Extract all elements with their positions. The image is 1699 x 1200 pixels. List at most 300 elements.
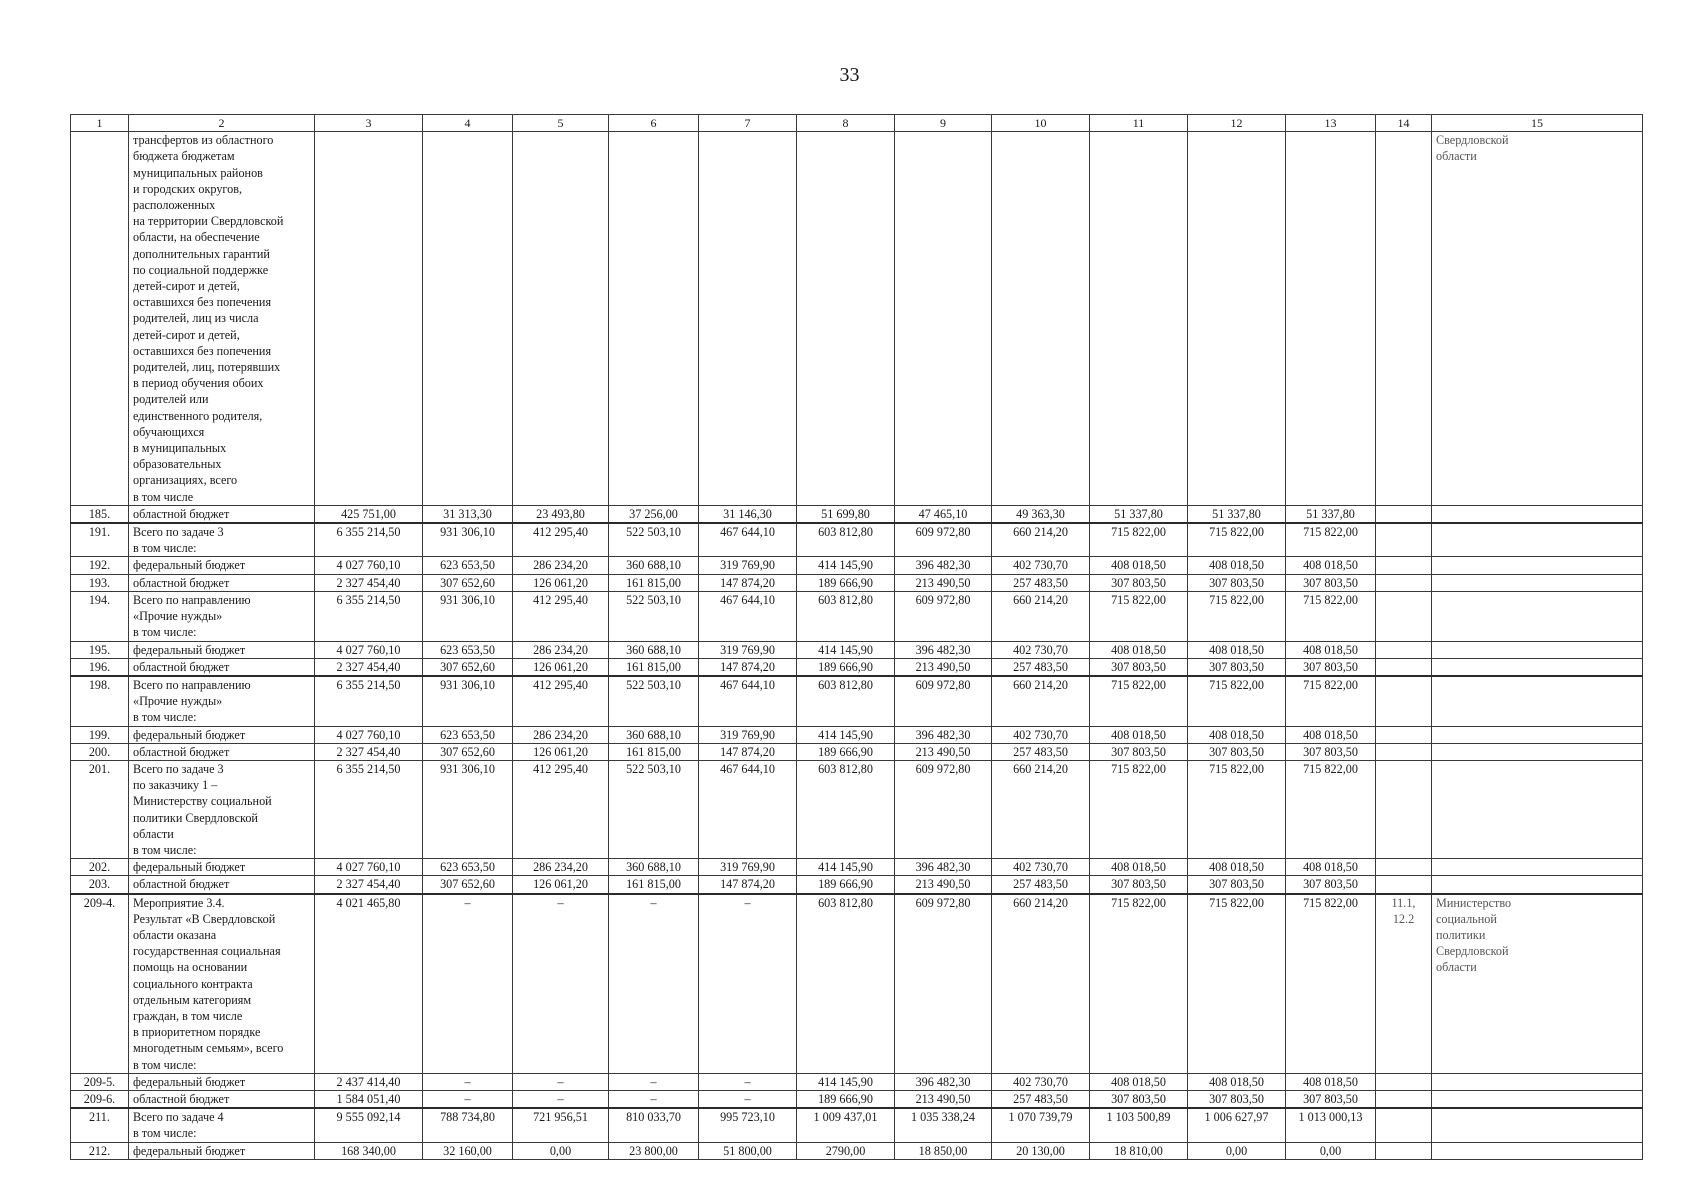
table-row [71, 1108, 1643, 1142]
row-index: 209-6. [71, 1090, 129, 1108]
value-cell: 522 503,10 [609, 676, 699, 726]
value-cell: 23 800,00 [609, 1142, 699, 1159]
row-description: федеральный бюджет [129, 557, 315, 574]
value-cell: 1 013 000,13 [1286, 1108, 1376, 1142]
column-header: 6 [609, 115, 699, 132]
value-cell: 408 018,50 [1188, 557, 1286, 574]
target-indicator [1376, 523, 1432, 557]
target-indicator [1376, 743, 1432, 760]
row-description: областной бюджет [129, 574, 315, 591]
value-cell: 715 822,00 [1188, 523, 1286, 557]
column-header: 15 [1432, 115, 1643, 132]
value-cell: 213 490,50 [895, 658, 992, 676]
row-index: 192. [71, 557, 129, 574]
column-header: 8 [797, 115, 895, 132]
value-cell: – [423, 1090, 513, 1108]
value-cell: – [423, 1073, 513, 1090]
value-cell: 467 644,10 [699, 760, 797, 858]
value-cell: 660 214,20 [992, 760, 1090, 858]
value-cell: 189 666,90 [797, 1090, 895, 1108]
value-cell: 319 769,90 [699, 641, 797, 658]
row-description: Всего по направлению «Прочие нужды» в том числе: [129, 676, 315, 726]
value-cell: 1 035 338,24 [895, 1108, 992, 1142]
row-index: 201. [71, 760, 129, 858]
value-cell: 412 295,40 [513, 760, 609, 858]
row-index: 202. [71, 859, 129, 876]
value-cell: 4 027 760,10 [315, 726, 423, 743]
value-cell: 408 018,50 [1188, 859, 1286, 876]
target-indicator [1376, 859, 1432, 876]
value-cell: 307 803,50 [1188, 743, 1286, 760]
value-cell: 408 018,50 [1090, 557, 1188, 574]
value-cell: 715 822,00 [1286, 760, 1376, 858]
value-cell: 307 652,60 [423, 743, 513, 760]
value-cell: 147 874,20 [699, 574, 797, 591]
value-cell: 307 803,50 [1286, 1090, 1376, 1108]
value-cell: 408 018,50 [1286, 859, 1376, 876]
value-cell: 286 234,20 [513, 726, 609, 743]
value-cell: 18 850,00 [895, 1142, 992, 1159]
value-cell: 0,00 [513, 1142, 609, 1159]
value-cell: 603 812,80 [797, 591, 895, 641]
value-cell: 408 018,50 [1286, 641, 1376, 658]
value-cell: 522 503,10 [609, 523, 699, 557]
value-cell: 609 972,80 [895, 760, 992, 858]
value-cell [797, 132, 895, 506]
row-index: 209-4. [71, 894, 129, 1074]
row-description: Всего по задаче 3 по заказчику 1 – Министерству социальной политики Свердловской области в том числе: [129, 760, 315, 858]
value-cell: 307 803,50 [1090, 876, 1188, 894]
value-cell: 408 018,50 [1090, 859, 1188, 876]
value-cell: 1 070 739,79 [992, 1108, 1090, 1142]
row-description: федеральный бюджет [129, 726, 315, 743]
responsible-executor: Министерство социальной политики Свердловской области [1432, 894, 1643, 1074]
value-cell: 189 666,90 [797, 743, 895, 760]
value-cell: 307 803,50 [1090, 1090, 1188, 1108]
value-cell: 20 130,00 [992, 1142, 1090, 1159]
value-cell: 307 803,50 [1090, 574, 1188, 591]
table-row [71, 523, 1643, 557]
value-cell: 721 956,51 [513, 1108, 609, 1142]
value-cell: 213 490,50 [895, 574, 992, 591]
row-description: областной бюджет [129, 658, 315, 676]
value-cell: 213 490,50 [895, 1090, 992, 1108]
row-description: трансфертов из областного бюджета бюджетам муниципальных районов и городских округов, расположенных на территории Свердловской области, на обеспечение дополнительных гарантий по социальной поддержке детей-сирот и детей, оставшихся без попечения родителей, лиц из числа детей-сирот и детей, оставшихся без попечения родителей, лиц, потерявших в период обучения обоих родителей или единственного родителя, обучающихся в муниципальных образовательных организациях, всего в том числе [129, 132, 315, 506]
value-cell: 168 340,00 [315, 1142, 423, 1159]
value-cell: 307 652,60 [423, 876, 513, 894]
responsible-executor [1432, 658, 1643, 676]
value-cell: 412 295,40 [513, 591, 609, 641]
value-cell: 307 803,50 [1286, 876, 1376, 894]
value-cell: 126 061,20 [513, 876, 609, 894]
target-indicator [1376, 1090, 1432, 1108]
value-cell: 408 018,50 [1188, 641, 1286, 658]
value-cell: 609 972,80 [895, 676, 992, 726]
value-cell: – [609, 1073, 699, 1090]
value-cell: 715 822,00 [1188, 894, 1286, 1074]
value-cell: 257 483,50 [992, 743, 1090, 760]
value-cell: 931 306,10 [423, 523, 513, 557]
target-indicator [1376, 760, 1432, 858]
target-indicator [1376, 658, 1432, 676]
value-cell: 4 027 760,10 [315, 641, 423, 658]
value-cell: – [609, 894, 699, 1074]
target-indicator [1376, 591, 1432, 641]
value-cell: 161 815,00 [609, 574, 699, 591]
value-cell: 31 146,30 [699, 505, 797, 523]
value-cell: 307 803,50 [1090, 658, 1188, 676]
value-cell: 2 327 454,40 [315, 876, 423, 894]
value-cell: 402 730,70 [992, 859, 1090, 876]
table-row [71, 505, 1643, 523]
row-index: 200. [71, 743, 129, 760]
target-indicator [1376, 132, 1432, 506]
responsible-executor [1432, 726, 1643, 743]
value-cell: 715 822,00 [1188, 676, 1286, 726]
column-header: 12 [1188, 115, 1286, 132]
value-cell: 51 337,80 [1188, 505, 1286, 523]
value-cell [315, 132, 423, 506]
value-cell: 396 482,30 [895, 726, 992, 743]
column-header: 7 [699, 115, 797, 132]
value-cell: 715 822,00 [1188, 760, 1286, 858]
responsible-executor [1432, 760, 1643, 858]
value-cell: 6 355 214,50 [315, 676, 423, 726]
value-cell: – [699, 1090, 797, 1108]
responsible-executor [1432, 641, 1643, 658]
value-cell: – [699, 894, 797, 1074]
value-cell: 715 822,00 [1286, 894, 1376, 1074]
value-cell: 307 803,50 [1090, 743, 1188, 760]
target-indicator [1376, 574, 1432, 591]
value-cell: 126 061,20 [513, 743, 609, 760]
row-index: 196. [71, 658, 129, 676]
value-cell: 0,00 [1286, 1142, 1376, 1159]
value-cell: 51 699,80 [797, 505, 895, 523]
responsible-executor: Свердловской области [1432, 132, 1643, 506]
value-cell: 396 482,30 [895, 557, 992, 574]
row-description: Всего по задаче 4 в том числе: [129, 1108, 315, 1142]
table-row [71, 859, 1643, 876]
value-cell: 307 652,60 [423, 574, 513, 591]
column-header: 14 [1376, 115, 1432, 132]
budget-table [70, 114, 1643, 1160]
value-cell: 49 363,30 [992, 505, 1090, 523]
value-cell: 189 666,90 [797, 574, 895, 591]
value-cell: 414 145,90 [797, 859, 895, 876]
value-cell: 623 653,50 [423, 726, 513, 743]
value-cell: 715 822,00 [1090, 760, 1188, 858]
row-description: Мероприятие 3.4. Результат «В Свердловской области оказана государственная социальная помощь на основании социального контракта отдельным категориям граждан, в том числе в приоритетном порядке многодетным семьям», всего в том числе: [129, 894, 315, 1074]
value-cell: 37 256,00 [609, 505, 699, 523]
value-cell: 715 822,00 [1188, 591, 1286, 641]
responsible-executor [1432, 505, 1643, 523]
value-cell: 2 327 454,40 [315, 743, 423, 760]
value-cell: 396 482,30 [895, 1073, 992, 1090]
value-cell: – [423, 894, 513, 1074]
target-indicator [1376, 726, 1432, 743]
row-index: 198. [71, 676, 129, 726]
value-cell: 286 234,20 [513, 641, 609, 658]
value-cell: 161 815,00 [609, 743, 699, 760]
value-cell [1286, 132, 1376, 506]
value-cell: 609 972,80 [895, 894, 992, 1074]
value-cell: 257 483,50 [992, 876, 1090, 894]
table-row [71, 726, 1643, 743]
value-cell: 161 815,00 [609, 876, 699, 894]
value-cell: 408 018,50 [1188, 726, 1286, 743]
value-cell: 286 234,20 [513, 557, 609, 574]
value-cell: 715 822,00 [1286, 591, 1376, 641]
value-cell [1090, 132, 1188, 506]
table-row [71, 1073, 1643, 1090]
responsible-executor [1432, 591, 1643, 641]
value-cell: 307 803,50 [1286, 574, 1376, 591]
column-header: 13 [1286, 115, 1376, 132]
value-cell: 51 800,00 [699, 1142, 797, 1159]
value-cell: 307 803,50 [1188, 1090, 1286, 1108]
value-cell: – [513, 1073, 609, 1090]
value-cell: 715 822,00 [1090, 676, 1188, 726]
row-index: 194. [71, 591, 129, 641]
value-cell: 2790,00 [797, 1142, 895, 1159]
value-cell: 467 644,10 [699, 676, 797, 726]
value-cell: 402 730,70 [992, 726, 1090, 743]
value-cell: 360 688,10 [609, 726, 699, 743]
value-cell: 126 061,20 [513, 658, 609, 676]
row-index: 211. [71, 1108, 129, 1142]
value-cell: 660 214,20 [992, 523, 1090, 557]
value-cell: 307 803,50 [1188, 574, 1286, 591]
value-cell [609, 132, 699, 506]
column-header: 5 [513, 115, 609, 132]
value-cell: 31 313,30 [423, 505, 513, 523]
value-cell: 4 027 760,10 [315, 859, 423, 876]
value-cell: 522 503,10 [609, 591, 699, 641]
value-cell: 623 653,50 [423, 641, 513, 658]
value-cell: 2 327 454,40 [315, 658, 423, 676]
value-cell: 425 751,00 [315, 505, 423, 523]
value-cell [423, 132, 513, 506]
target-indicator [1376, 557, 1432, 574]
value-cell: 147 874,20 [699, 743, 797, 760]
value-cell: 660 214,20 [992, 894, 1090, 1074]
value-cell: 1 103 500,89 [1090, 1108, 1188, 1142]
table-row [71, 876, 1643, 894]
table-row [71, 894, 1643, 1074]
row-description: федеральный бюджет [129, 1073, 315, 1090]
value-cell: 609 972,80 [895, 591, 992, 641]
value-cell: 213 490,50 [895, 876, 992, 894]
value-cell: 715 822,00 [1090, 591, 1188, 641]
value-cell: 408 018,50 [1286, 1073, 1376, 1090]
responsible-executor [1432, 1090, 1643, 1108]
row-index: 191. [71, 523, 129, 557]
value-cell: 1 584 051,40 [315, 1090, 423, 1108]
target-indicator [1376, 676, 1432, 726]
value-cell: 931 306,10 [423, 760, 513, 858]
target-indicator [1376, 1108, 1432, 1142]
responsible-executor [1432, 523, 1643, 557]
value-cell: 0,00 [1188, 1142, 1286, 1159]
value-cell: 4 027 760,10 [315, 557, 423, 574]
table-row [71, 760, 1643, 858]
table-row [71, 658, 1643, 676]
value-cell: 408 018,50 [1090, 1073, 1188, 1090]
value-cell: 307 803,50 [1286, 658, 1376, 676]
value-cell: 402 730,70 [992, 1073, 1090, 1090]
column-header: 10 [992, 115, 1090, 132]
value-cell: 161 815,00 [609, 658, 699, 676]
responsible-executor [1432, 876, 1643, 894]
value-cell: 603 812,80 [797, 894, 895, 1074]
value-cell: 23 493,80 [513, 505, 609, 523]
value-cell: 147 874,20 [699, 876, 797, 894]
row-index: 199. [71, 726, 129, 743]
value-cell: 6 355 214,50 [315, 760, 423, 858]
table-body [71, 132, 1643, 1160]
value-cell [1188, 132, 1286, 506]
column-header: 9 [895, 115, 992, 132]
value-cell: 2 437 414,40 [315, 1073, 423, 1090]
value-cell: 4 021 465,80 [315, 894, 423, 1074]
row-index [71, 132, 129, 506]
value-cell: 189 666,90 [797, 876, 895, 894]
value-cell: 603 812,80 [797, 760, 895, 858]
value-cell: 931 306,10 [423, 591, 513, 641]
row-index: 212. [71, 1142, 129, 1159]
value-cell: 51 337,80 [1090, 505, 1188, 523]
target-indicator [1376, 641, 1432, 658]
row-index: 193. [71, 574, 129, 591]
row-description: Всего по задаче 3 в том числе: [129, 523, 315, 557]
row-index: 195. [71, 641, 129, 658]
value-cell: 408 018,50 [1188, 1073, 1286, 1090]
value-cell: 307 652,60 [423, 658, 513, 676]
table-row [71, 574, 1643, 591]
column-header: 4 [423, 115, 513, 132]
value-cell: 286 234,20 [513, 859, 609, 876]
row-index: 203. [71, 876, 129, 894]
value-cell: 257 483,50 [992, 574, 1090, 591]
row-index: 209-5. [71, 1073, 129, 1090]
table-row [71, 676, 1643, 726]
row-index: 185. [71, 505, 129, 523]
responsible-executor [1432, 859, 1643, 876]
value-cell: 408 018,50 [1090, 726, 1188, 743]
responsible-executor [1432, 557, 1643, 574]
value-cell: 126 061,20 [513, 574, 609, 591]
row-description: областной бюджет [129, 876, 315, 894]
value-cell: 412 295,40 [513, 676, 609, 726]
value-cell: 412 295,40 [513, 523, 609, 557]
value-cell: – [513, 1090, 609, 1108]
row-description: Всего по направлению «Прочие нужды» в том числе: [129, 591, 315, 641]
value-cell: 257 483,50 [992, 1090, 1090, 1108]
value-cell: 1 009 437,01 [797, 1108, 895, 1142]
value-cell: 414 145,90 [797, 641, 895, 658]
value-cell: – [513, 894, 609, 1074]
target-indicator [1376, 1073, 1432, 1090]
responsible-executor [1432, 676, 1643, 726]
responsible-executor [1432, 743, 1643, 760]
responsible-executor [1432, 1073, 1643, 1090]
value-cell: 467 644,10 [699, 523, 797, 557]
responsible-executor [1432, 574, 1643, 591]
column-header: 11 [1090, 115, 1188, 132]
value-cell: – [699, 1073, 797, 1090]
value-cell: 810 033,70 [609, 1108, 699, 1142]
value-cell: 414 145,90 [797, 1073, 895, 1090]
value-cell: 931 306,10 [423, 676, 513, 726]
value-cell: 360 688,10 [609, 641, 699, 658]
value-cell: 6 355 214,50 [315, 523, 423, 557]
value-cell: 414 145,90 [797, 726, 895, 743]
value-cell: 307 803,50 [1188, 876, 1286, 894]
value-cell: 32 160,00 [423, 1142, 513, 1159]
value-cell: 402 730,70 [992, 557, 1090, 574]
value-cell: 408 018,50 [1090, 641, 1188, 658]
table-row [71, 557, 1643, 574]
value-cell: 6 355 214,50 [315, 591, 423, 641]
value-cell: 147 874,20 [699, 658, 797, 676]
value-cell: 603 812,80 [797, 523, 895, 557]
table-row [71, 1142, 1643, 1159]
responsible-executor [1432, 1142, 1643, 1159]
value-cell: 189 666,90 [797, 658, 895, 676]
value-cell: 623 653,50 [423, 859, 513, 876]
row-description: областной бюджет [129, 1090, 315, 1108]
value-cell: 623 653,50 [423, 557, 513, 574]
value-cell: 1 006 627,97 [1188, 1108, 1286, 1142]
table-row [71, 132, 1643, 506]
value-cell: 51 337,80 [1286, 505, 1376, 523]
value-cell: 715 822,00 [1090, 894, 1188, 1074]
value-cell: 603 812,80 [797, 676, 895, 726]
value-cell: 9 555 092,14 [315, 1108, 423, 1142]
value-cell: 408 018,50 [1286, 557, 1376, 574]
row-description: федеральный бюджет [129, 641, 315, 658]
value-cell: 408 018,50 [1286, 726, 1376, 743]
column-header: 3 [315, 115, 423, 132]
value-cell: – [609, 1090, 699, 1108]
responsible-executor [1432, 1108, 1643, 1142]
value-cell: 609 972,80 [895, 523, 992, 557]
value-cell: 213 490,50 [895, 743, 992, 760]
value-cell: 319 769,90 [699, 859, 797, 876]
page-number: 33 [839, 64, 860, 86]
value-cell [699, 132, 797, 506]
column-header: 1 [71, 115, 129, 132]
value-cell: 257 483,50 [992, 658, 1090, 676]
value-cell: 18 810,00 [1090, 1142, 1188, 1159]
row-description: областной бюджет [129, 743, 315, 760]
value-cell: 402 730,70 [992, 641, 1090, 658]
value-cell: 715 822,00 [1286, 676, 1376, 726]
value-cell [992, 132, 1090, 506]
table-row [71, 1090, 1643, 1108]
column-header: 2 [129, 115, 315, 132]
row-description: областной бюджет [129, 505, 315, 523]
header-row [71, 115, 1643, 132]
target-indicator [1376, 1142, 1432, 1159]
value-cell: 360 688,10 [609, 557, 699, 574]
table-row [71, 641, 1643, 658]
target-indicator [1376, 505, 1432, 523]
value-cell: 715 822,00 [1090, 523, 1188, 557]
value-cell: 307 803,50 [1286, 743, 1376, 760]
table-row [71, 743, 1643, 760]
